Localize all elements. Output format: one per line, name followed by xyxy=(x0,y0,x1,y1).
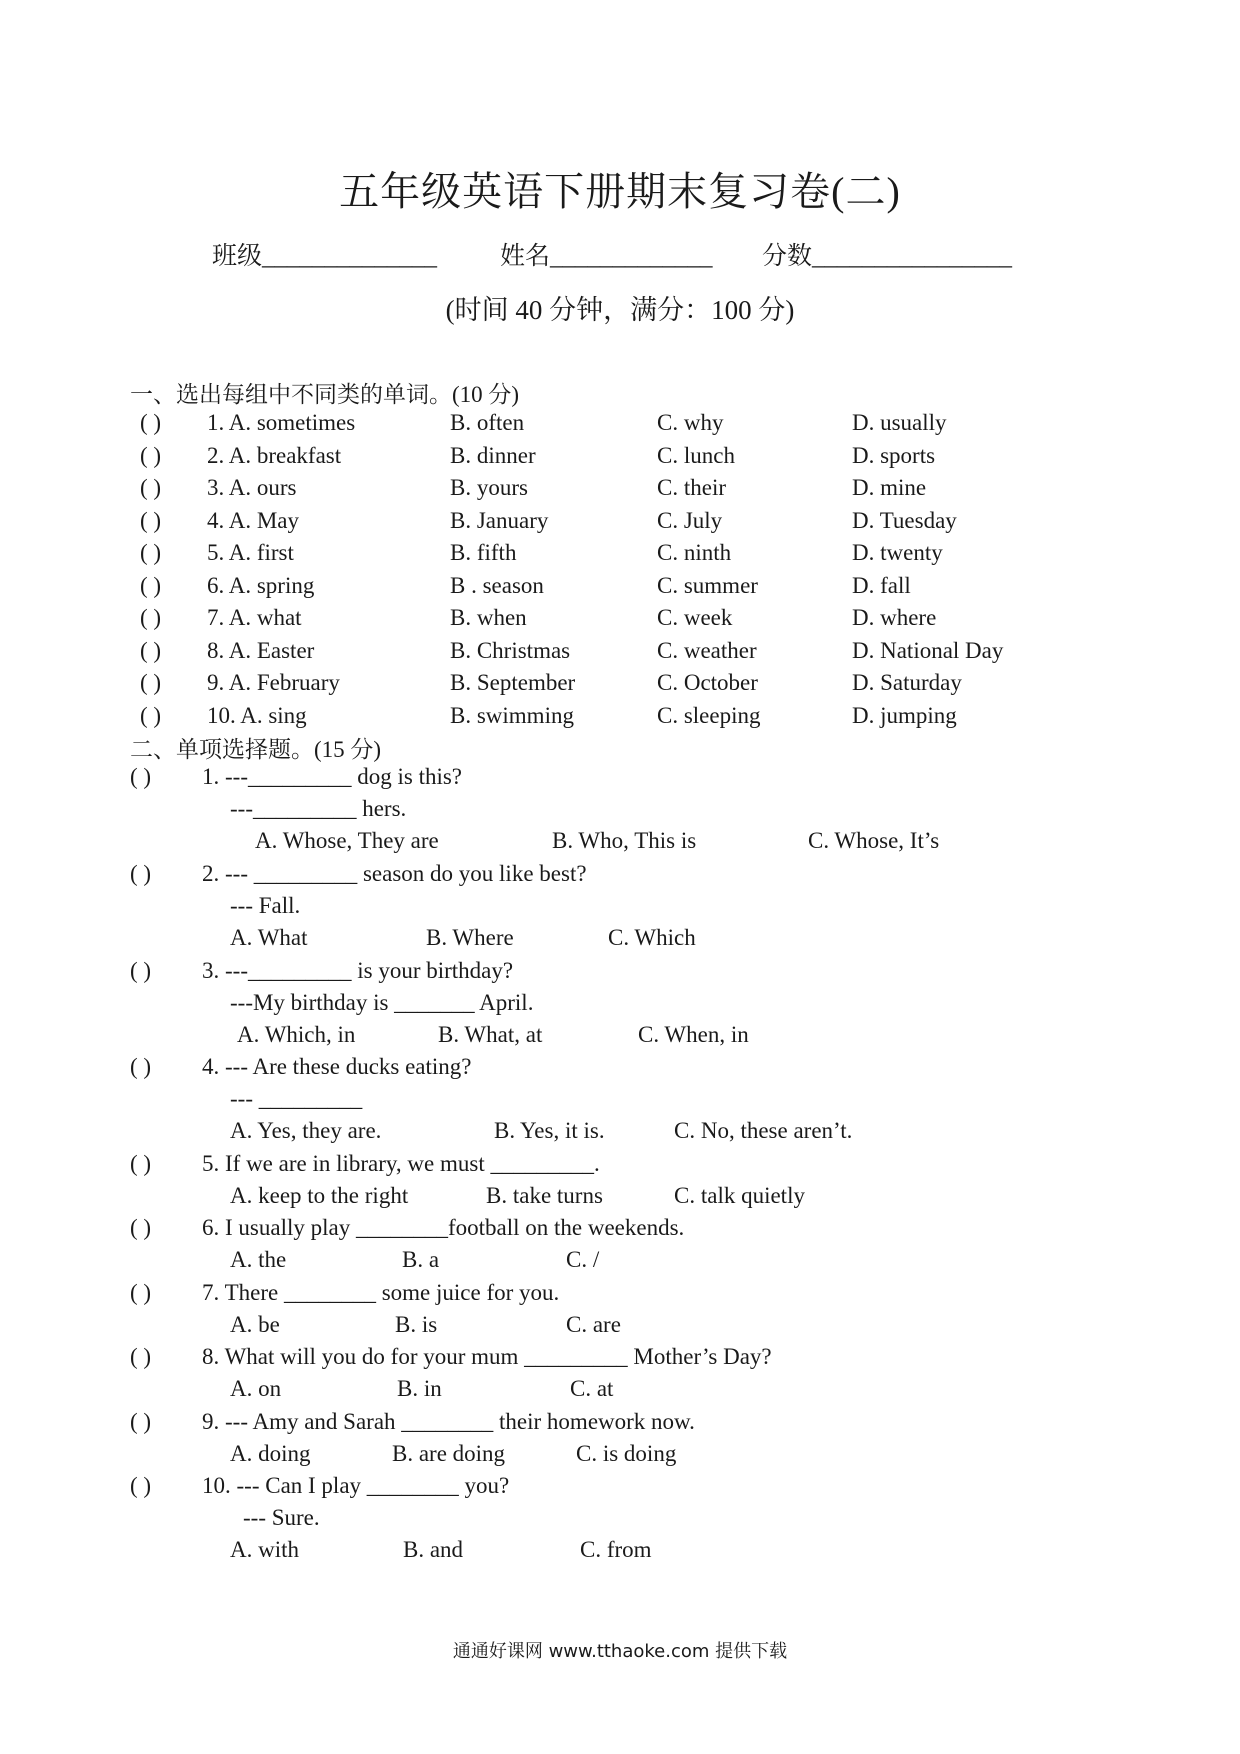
option-c: C. are xyxy=(566,1312,621,1337)
option-d: D. where xyxy=(852,605,937,630)
option-b: B. often xyxy=(450,410,525,435)
option-c: C. Whose, It’s xyxy=(808,828,940,853)
option-b: B. in xyxy=(397,1376,442,1401)
option-c: C. why xyxy=(657,410,724,435)
option-c: C. July xyxy=(657,508,723,533)
answer-bracket: ( ) xyxy=(130,1409,152,1434)
answer-bracket: ( ) xyxy=(140,670,162,695)
option-a: A. What xyxy=(230,925,308,950)
option-c: C. their xyxy=(657,475,726,500)
option-c: C. weather xyxy=(657,638,757,663)
option-b: B. and xyxy=(403,1537,464,1562)
answer-bracket: ( ) xyxy=(140,410,162,435)
dialogue-line: --- Sure. xyxy=(243,1505,320,1530)
option-c: C. from xyxy=(580,1537,652,1562)
answer-bracket: ( ) xyxy=(130,1473,152,1498)
option-b: B. September xyxy=(450,670,576,695)
answer-bracket: ( ) xyxy=(130,1344,152,1369)
option-a: 1. A. sometimes xyxy=(207,410,356,435)
option-b: B. a xyxy=(402,1247,440,1272)
option-a: 7. A. what xyxy=(207,605,302,630)
option-c: C. sleeping xyxy=(657,703,761,728)
option-a: 9. A. February xyxy=(207,670,340,695)
option-a: 10. A. sing xyxy=(207,703,307,728)
section-1-heading: 一、选出每组中不同类的单词。(10 分) xyxy=(130,382,520,407)
option-c: C. summer xyxy=(657,573,758,598)
option-a: A. the xyxy=(230,1247,287,1272)
option-b: B. dinner xyxy=(450,443,536,468)
option-c: C. lunch xyxy=(657,443,735,468)
answer-bracket: ( ) xyxy=(130,1054,152,1079)
question-stem: 4. --- Are these ducks eating? xyxy=(202,1054,472,1079)
option-d: D. Tuesday xyxy=(852,508,957,533)
option-d: D. fall xyxy=(852,573,911,598)
answer-bracket: ( ) xyxy=(130,1151,152,1176)
option-a: 5. A. first xyxy=(207,540,294,565)
option-a: A. doing xyxy=(230,1441,311,1466)
answer-bracket: ( ) xyxy=(140,443,162,468)
option-a: A. Yes, they are. xyxy=(230,1118,382,1143)
answer-bracket: ( ) xyxy=(140,475,162,500)
answer-bracket: ( ) xyxy=(130,1215,152,1240)
option-b: B. Who, This is xyxy=(552,828,697,853)
footer-note: 通通好课网 www.tthaoke.com 提供下载 xyxy=(452,1641,788,1662)
option-b: B. Christmas xyxy=(450,638,571,663)
option-c: C. Which xyxy=(608,925,696,950)
option-c: C. ninth xyxy=(657,540,732,565)
option-b: B. January xyxy=(450,508,549,533)
dialogue-line: ---_________ hers. xyxy=(230,796,407,821)
option-d: D. mine xyxy=(852,475,927,500)
option-a: A. Which, in xyxy=(237,1022,356,1047)
question-stem: 9. --- Amy and Sarah ________ their homework now. xyxy=(202,1409,695,1434)
answer-bracket: ( ) xyxy=(140,573,162,598)
exam-meta: (时间 40 分钟，满分：100 分) xyxy=(445,295,795,325)
option-b: B. are doing xyxy=(392,1441,506,1466)
option-c: C. October xyxy=(657,670,758,695)
option-b: B. take turns xyxy=(486,1183,603,1208)
option-a: 2. A. breakfast xyxy=(207,443,342,468)
page-title: 五年级英语下册期末复习卷(二) xyxy=(339,169,901,214)
option-b: B. fifth xyxy=(450,540,517,565)
option-d: D. jumping xyxy=(852,703,957,728)
answer-bracket: ( ) xyxy=(130,958,152,983)
dialogue-line: --- _________ xyxy=(230,1086,363,1111)
question-stem: 5. If we are in library, we must _________. xyxy=(202,1151,600,1176)
option-a: A. on xyxy=(230,1376,282,1401)
option-b: B. is xyxy=(395,1312,438,1337)
question-stem: 2. --- _________ season do you like best? xyxy=(202,861,587,886)
option-a: 6. A. spring xyxy=(207,573,315,598)
section-2-heading: 二、单项选择题。(15 分) xyxy=(130,737,382,762)
question-stem: 10. --- Can I play ________ you? xyxy=(202,1473,510,1498)
dialogue-line: ---My birthday is _______ April. xyxy=(230,990,534,1015)
question-stem: 1. ---_________ dog is this? xyxy=(202,764,463,789)
option-c: C. at xyxy=(570,1376,614,1401)
option-c: C. / xyxy=(566,1247,600,1272)
option-c: C. talk quietly xyxy=(674,1183,805,1208)
option-d: D. National Day xyxy=(852,638,1004,663)
option-b: B. when xyxy=(450,605,527,630)
option-d: D. twenty xyxy=(852,540,943,565)
answer-bracket: ( ) xyxy=(140,605,162,630)
answer-bracket: ( ) xyxy=(140,703,162,728)
option-a: 8. A. Easter xyxy=(207,638,315,663)
answer-bracket: ( ) xyxy=(130,764,152,789)
option-b: B. What, at xyxy=(438,1022,543,1047)
option-a: A. Whose, They are xyxy=(255,828,439,853)
question-stem: 3. ---_________ is your birthday? xyxy=(202,958,514,983)
option-a: A. be xyxy=(230,1312,280,1337)
answer-bracket: ( ) xyxy=(130,1280,152,1305)
option-c: C. is doing xyxy=(576,1441,677,1466)
option-d: D. Saturday xyxy=(852,670,962,695)
answer-bracket: ( ) xyxy=(130,861,152,886)
option-b: B. Yes, it is. xyxy=(494,1118,605,1143)
option-a: 3. A. ours xyxy=(207,475,297,500)
option-b: B. yours xyxy=(450,475,528,500)
option-c: C. When, in xyxy=(638,1022,749,1047)
option-a: 4. A. May xyxy=(207,508,299,533)
answer-bracket: ( ) xyxy=(140,508,162,533)
option-d: D. usually xyxy=(852,410,947,435)
option-a: A. keep to the right xyxy=(230,1183,409,1208)
option-d: D. sports xyxy=(852,443,936,468)
option-b: B. swimming xyxy=(450,703,574,728)
question-stem: 7. There ________ some juice for you. xyxy=(202,1280,560,1305)
score-field: 分数________________ xyxy=(762,243,1013,270)
option-b: B . season xyxy=(450,573,544,598)
name-field: 姓名_____________ xyxy=(500,243,713,270)
dialogue-line: --- Fall. xyxy=(230,893,301,918)
answer-bracket: ( ) xyxy=(140,540,162,565)
option-a: A. with xyxy=(230,1537,299,1562)
question-stem: 6. I usually play ________football on the weekends. xyxy=(202,1215,685,1240)
option-c: C. No, these aren’t. xyxy=(674,1118,853,1143)
class-field: 班级______________ xyxy=(212,243,438,270)
answer-bracket: ( ) xyxy=(140,638,162,663)
option-b: B. Where xyxy=(426,925,514,950)
question-stem: 8. What will you do for your mum _________ Mother’s Day? xyxy=(202,1344,772,1369)
option-c: C. week xyxy=(657,605,733,630)
